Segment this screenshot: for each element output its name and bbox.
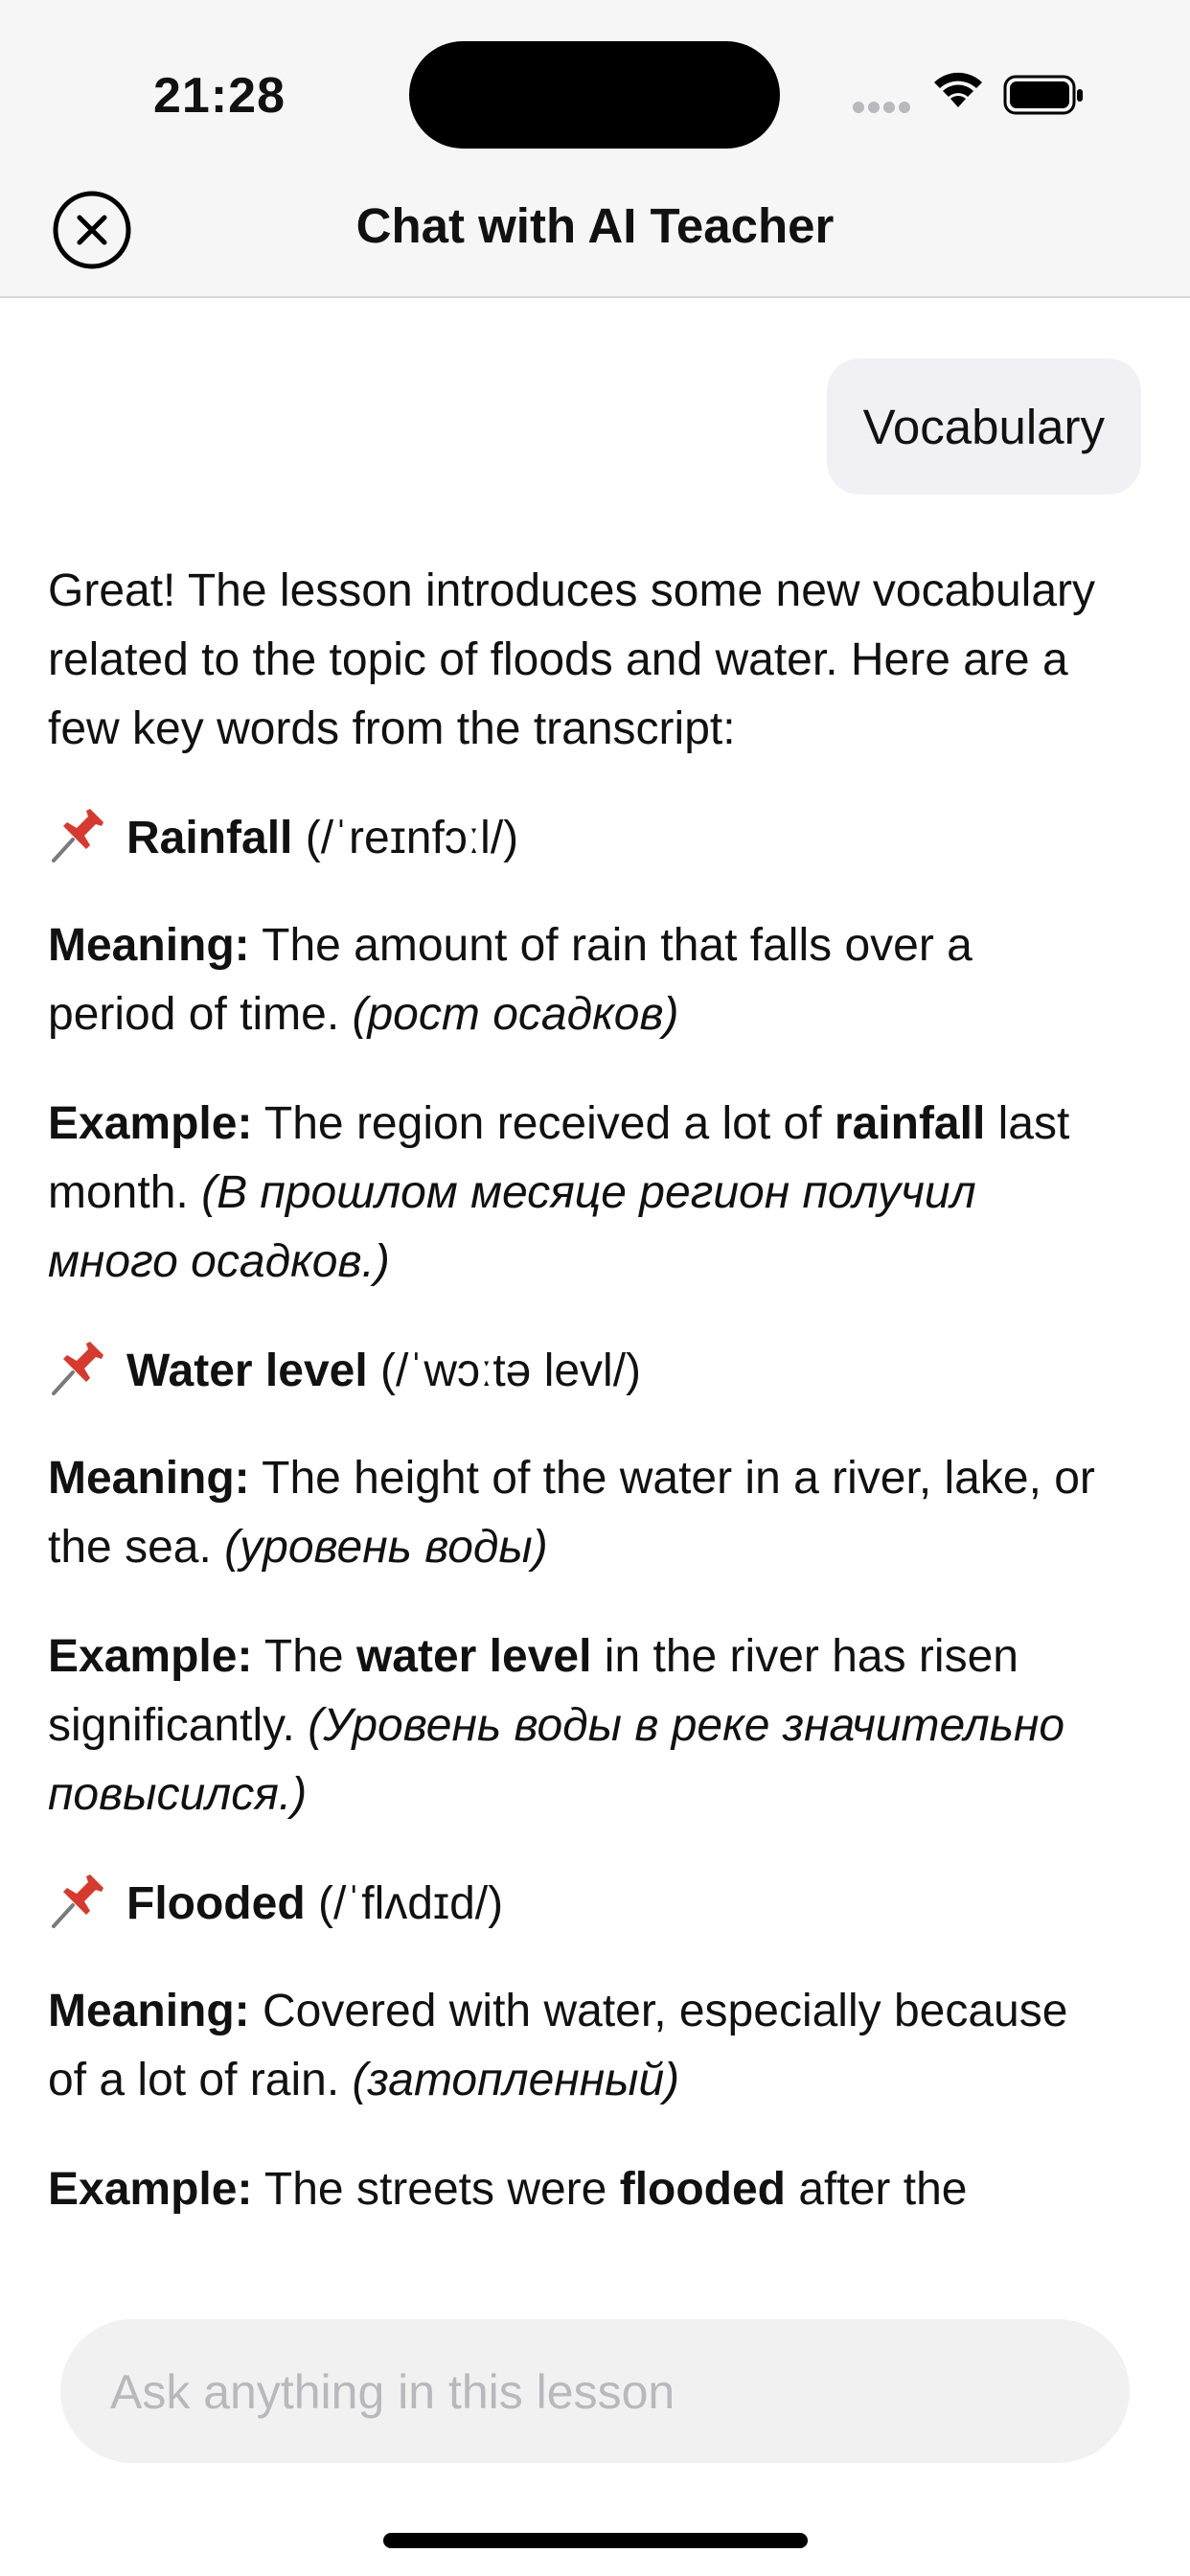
user-message-text: Vocabulary	[862, 399, 1105, 454]
example-translation: (Уровень воды в реке значительно повысился.)	[48, 1700, 1065, 1820]
page-title: Chat with AI Teacher	[355, 198, 835, 253]
example-text: The region received a lot of	[263, 1098, 822, 1149]
vocab-ipa: (/ˈflʌdɪd/)	[317, 1878, 504, 1929]
vocab-ipa: (/ˈreɪnfɔːl/)	[305, 813, 519, 863]
pushpin-icon	[48, 807, 109, 864]
example-term: flooded	[619, 2164, 786, 2215]
vocab-example	[48, 2155, 1102, 2224]
message-input-container	[60, 2319, 1130, 2463]
vocab-example	[48, 1090, 1102, 1297]
example-translation: (В прошлом месяце регион получил много осадков.)	[48, 1167, 976, 1287]
vocab-meaning	[48, 1977, 1102, 2115]
meaning-label: Meaning:	[48, 1986, 250, 2036]
example-term: water level	[355, 1631, 592, 1682]
example-text: The	[263, 1631, 344, 1682]
wifi-icon	[929, 69, 987, 111]
meaning-translation: (рост осадков)	[352, 989, 679, 1040]
meaning-label: Meaning:	[48, 920, 250, 971]
vocab-example	[48, 1622, 1102, 1829]
vocab-meaning	[48, 911, 1102, 1049]
ai-response	[48, 557, 1102, 2265]
vocab-meaning	[48, 1444, 1102, 1582]
vocab-term: Flooded	[126, 1878, 306, 1929]
example-text-end: after the	[798, 2164, 968, 2215]
vocab-term: Rainfall	[126, 813, 293, 863]
chat-scroll-area[interactable]	[0, 298, 1190, 2282]
pushpin-icon	[48, 1340, 109, 1397]
meaning-text: The height of the water in a river, lake, or the sea.	[48, 1453, 1095, 1573]
ai-intro-text: Great! The lesson introduces some new vocabulary related to the topic of floods and water. Here are a few key words from the transcript:	[48, 565, 1096, 754]
example-term: rainfall	[834, 1098, 986, 1149]
example-text-end: in the river has risen significantly.	[48, 1631, 1018, 1751]
message-input[interactable]	[108, 2319, 1070, 2465]
battery-icon	[1003, 75, 1086, 117]
vocab-term: Water level	[126, 1346, 368, 1396]
status-time: 21:28	[153, 68, 286, 124]
pushpin-icon	[48, 1873, 109, 1930]
meaning-label: Meaning:	[48, 1453, 250, 1504]
user-message-bubble	[827, 358, 1141, 494]
example-label: Example:	[48, 1098, 253, 1149]
vocab-term-flooded	[48, 1870, 1102, 1939]
top-bar	[0, 0, 1190, 298]
example-label: Example:	[48, 2164, 253, 2215]
home-indicator[interactable]	[383, 2533, 808, 2548]
vocab-term-rainfall	[48, 804, 1102, 873]
meaning-translation: (затопленный)	[352, 2055, 680, 2105]
dynamic-island	[409, 41, 780, 149]
vocab-ipa: (/ˈwɔːtə levl/)	[380, 1346, 642, 1396]
meaning-translation: (уровень воды)	[224, 1522, 548, 1573]
example-text: The streets were	[263, 2164, 607, 2215]
example-label: Example:	[48, 1631, 253, 1682]
example-text-end: last month.	[48, 1098, 1070, 1218]
cellular-signal-icon	[853, 101, 914, 114]
meaning-text: The amount of rain that falls over a period of time.	[48, 920, 973, 1040]
vocab-term-water-level	[48, 1337, 1102, 1406]
meaning-text: Covered with water, especially because of a lot of rain.	[48, 1986, 1068, 2105]
